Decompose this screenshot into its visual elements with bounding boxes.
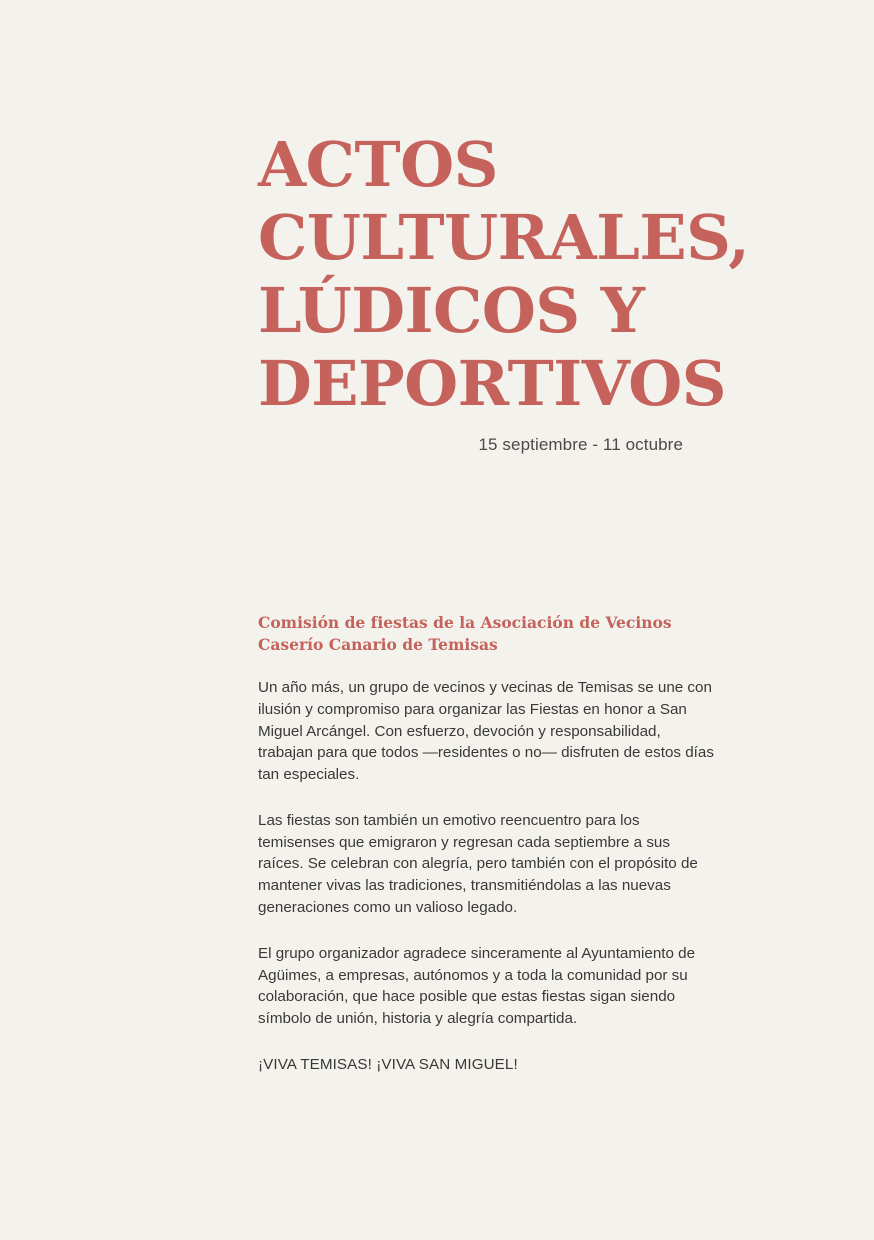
date-range: 15 septiembre - 11 octubre [478, 434, 683, 454]
body-paragraph: Las fiestas son también un emotivo reencuentro para los temisenses que emigraron y regresan cada septiembre a sus raíces. Se celebran con alegría, pero también con el propósito de mantener vivas las tradiciones, transmitiéndolas a las nuevas generaciones como un valioso legado. [258, 812, 698, 916]
title-block [258, 128, 750, 455]
section-heading: Comisión de fiestas de la Asociación de Vecinos Caserío Canario de Temisas [258, 613, 672, 654]
body-block [258, 612, 716, 1076]
body-paragraph: Un año más, un grupo de vecinos y vecinas de Temisas se une con ilusión y compromiso para organizar las Fiestas en honor a San Miguel Arcángel. Con esfuerzo, devoción y responsabilidad, trabajan para que todos —residentes o no— disfruten de estos días tan especiales. [258, 679, 714, 783]
closing-line: ¡VIVA TEMISAS! ¡VIVA SAN MIGUEL! [258, 1056, 518, 1074]
body-paragraph: El grupo organizador agradece sinceramente al Ayuntamiento de Agüimes, a empresas, autónomos y a toda la comunidad por su colaboración, que hace posible que estas fiestas sigan siendo símbolo de unión, historia y alegría compartida. [258, 945, 696, 1027]
page-title: ACTOS CULTURALES, LÚDICOS Y DEPORTIVOS [258, 128, 750, 421]
